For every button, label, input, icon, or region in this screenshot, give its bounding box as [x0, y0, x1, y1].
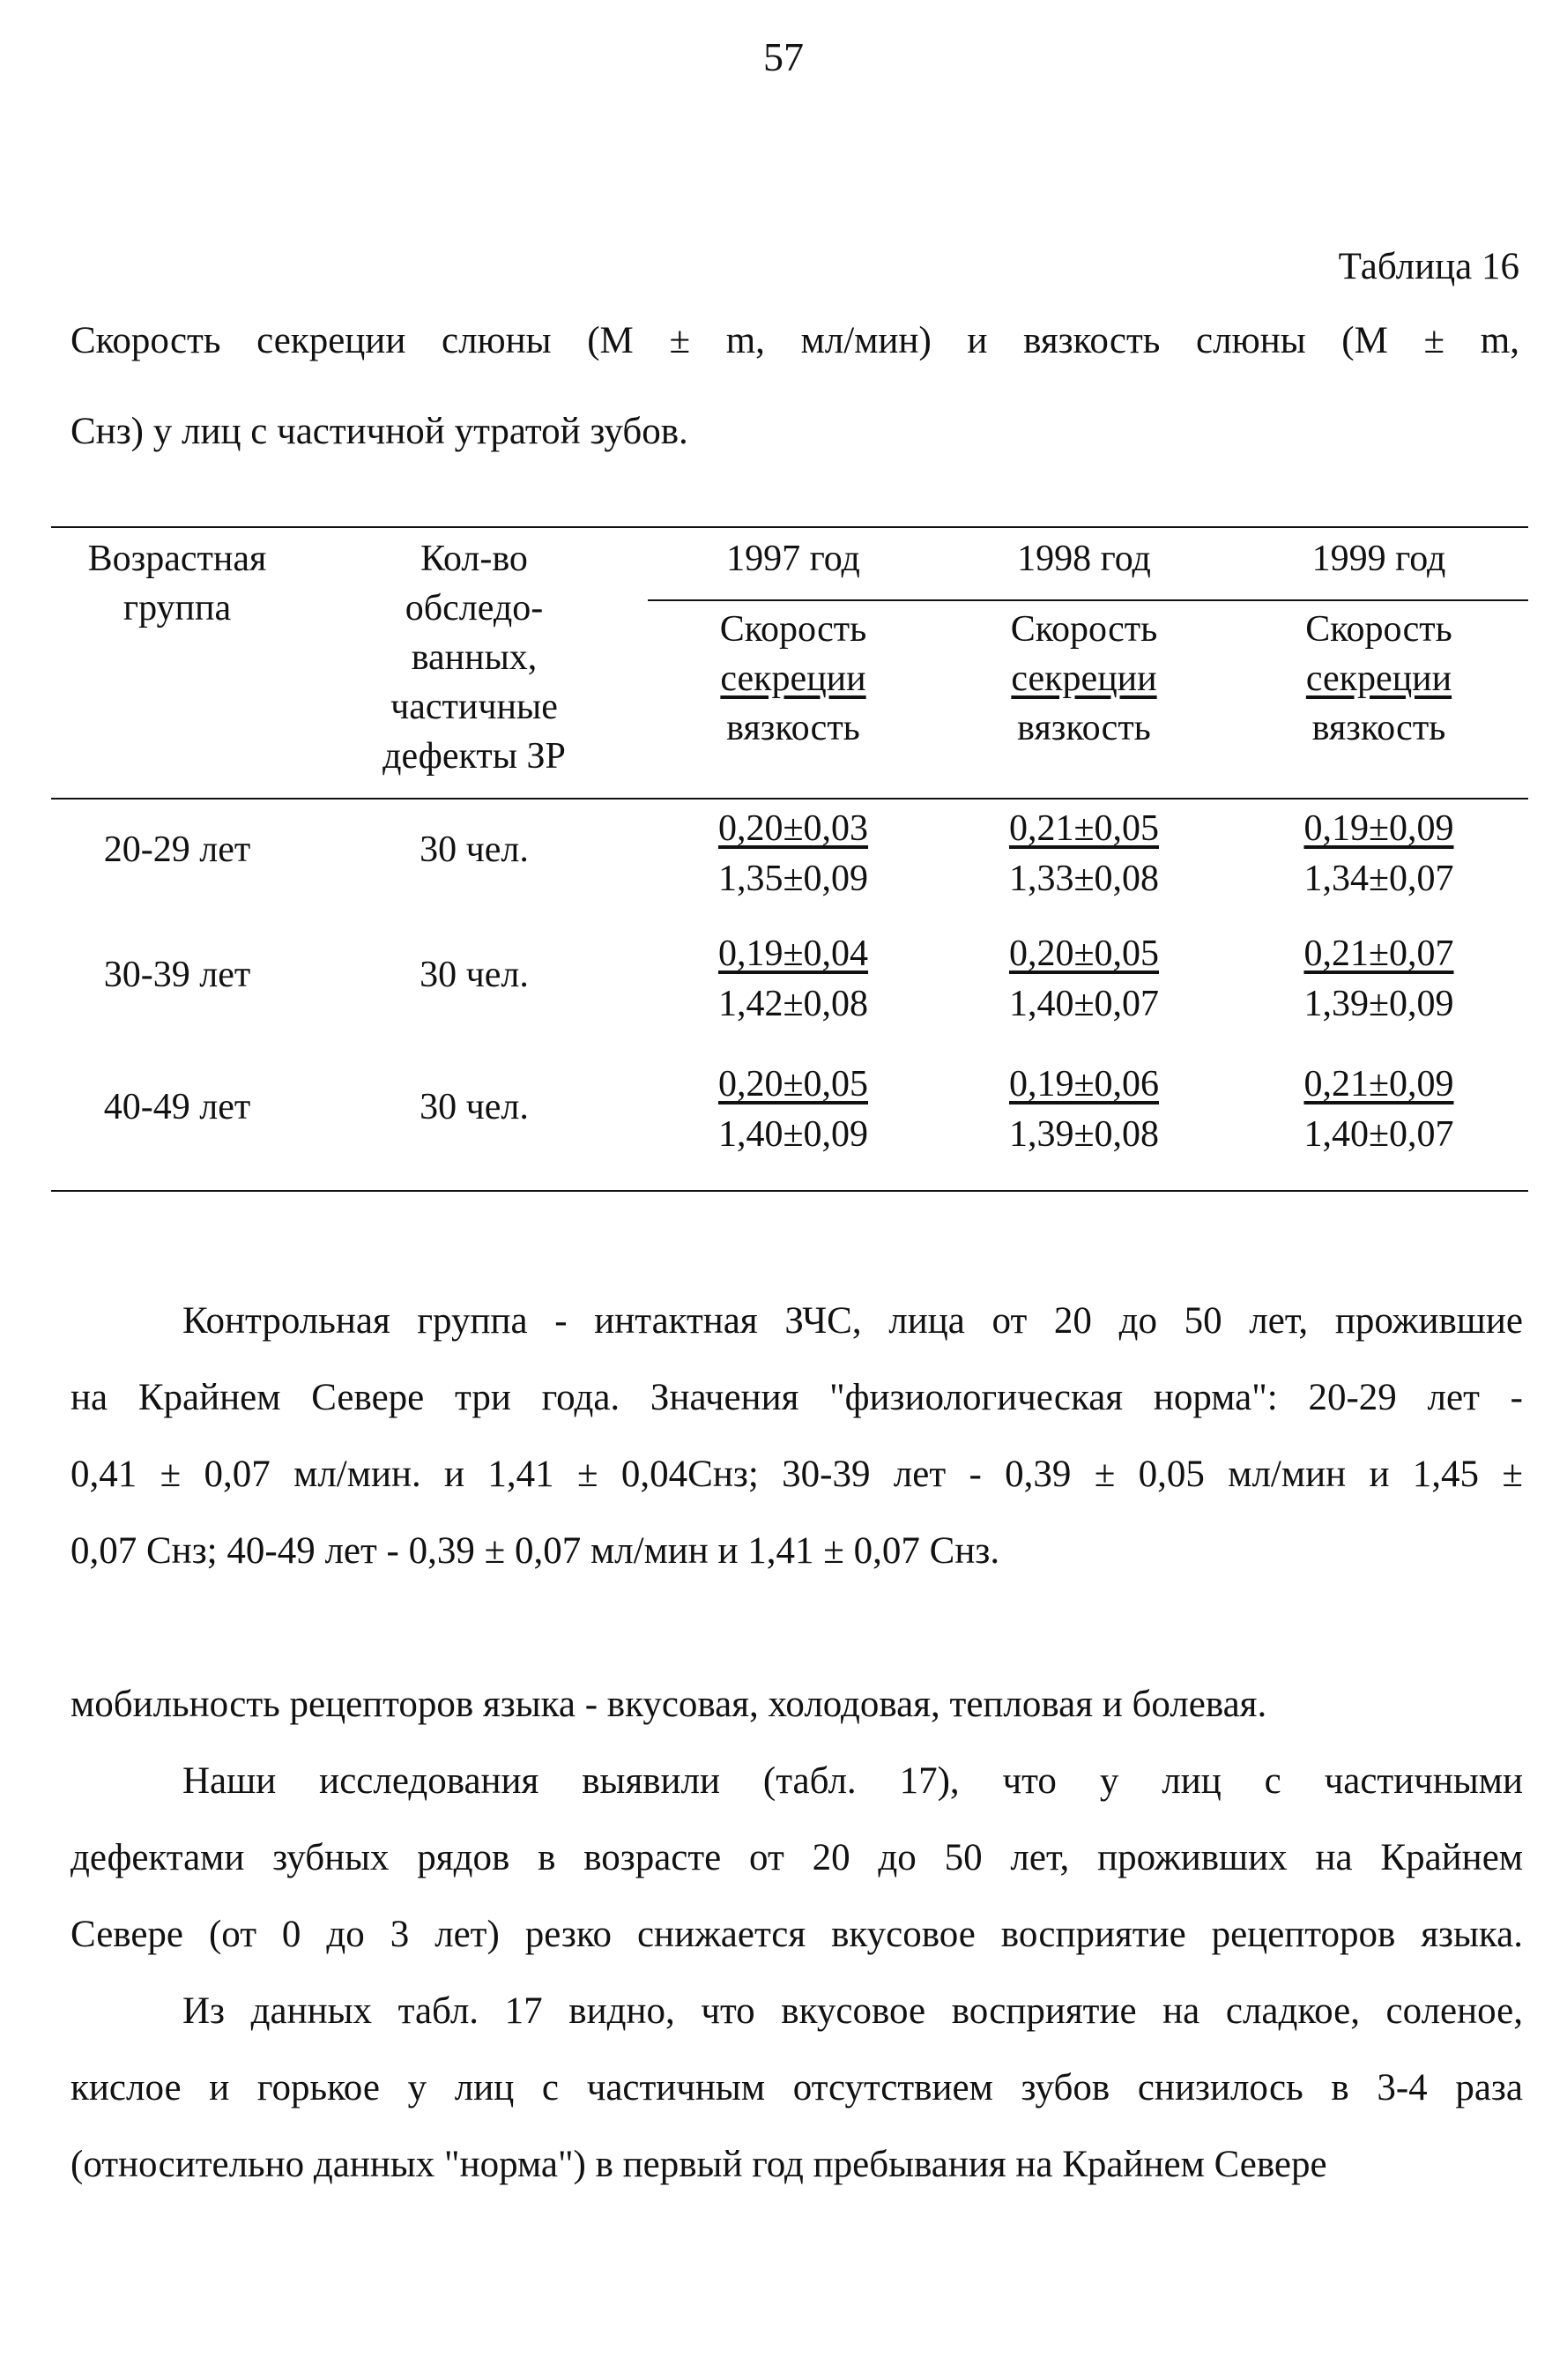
body-line: (относительно данных "норма") в первый год пребывания на Крайнем Севере: [71, 2144, 1327, 2185]
body-text: [71, 1666, 1523, 2203]
row-1-cell-1998: 0,21±0,05 1,33±0,08: [1008, 808, 1160, 899]
row-2-cell-1998: 0,20±0,05 1,40±0,07: [1008, 933, 1160, 1024]
note-line: Контрольная группа - интактная ЗЧС, лица от 20 до 50 лет, прожившие: [182, 1300, 1523, 1342]
table-caption-line-2: Снз) у лиц с частичной утратой зубов.: [71, 411, 688, 452]
row-3-cell-1999: 0,21±0,09 1,40±0,07: [1303, 1064, 1454, 1155]
subheader-1998: Скорость секреции вязкость: [1010, 609, 1158, 748]
row-1-count: 30 чел.: [420, 829, 529, 870]
header-age-group: Возрастная группа: [87, 539, 267, 628]
header-year-1999: 1999 год: [1311, 539, 1446, 579]
body-line: Из данных табл. 17 видно, что вкусовое восприятие на сладкое, соленое,: [182, 1990, 1523, 2032]
body-line: Севере (от 0 до 3 лет) резко снижается вкусовое восприятие рецепторов языка.: [71, 1914, 1523, 1955]
subheader-1997: Скорость секреции вязкость: [719, 609, 867, 748]
note-line: 0,07 Снз; 40-49 лет - 0,39 ± 0,07 мл/мин и 1,41 ± 0,07 Снз.: [71, 1530, 1000, 1572]
row-2-age: 30-39 лет: [103, 955, 251, 995]
body-line: Наши исследования выявили (табл. 17), что у лиц с частичными: [182, 1760, 1523, 1802]
table-year-rule: [648, 599, 1528, 601]
header-year-1998: 1998 год: [1017, 539, 1151, 579]
note-line: 0,41 ± 0,07 мл/мин. и 1,41 ± 0,04Снз; 30-39 лет - 0,39 ± 0,05 мл/мин и 1,45 ±: [71, 1454, 1523, 1495]
body-line: мобильность рецепторов языка - вкусовая, холодовая, тепловая и болевая.: [71, 1684, 1267, 1725]
row-2-cell-1999: 0,21±0,07 1,39±0,09: [1303, 933, 1454, 1024]
header-year-1997: 1997 год: [726, 539, 860, 579]
row-3-cell-1998: 0,19±0,06 1,39±0,08: [1008, 1064, 1160, 1155]
body-line: дефектами зубных рядов в возрасте от 20 до 50 лет, проживших на Крайнем: [71, 1837, 1523, 1878]
table-caption-line-1: Скорость секреции слюны (М ± m, мл/мин) и вязкость слюны (М ± m,: [71, 320, 1519, 361]
row-1-cell-1999: 0,19±0,09 1,34±0,07: [1303, 808, 1454, 899]
table-bottom-rule: [51, 1190, 1528, 1192]
table-note: [71, 1283, 1523, 1589]
row-1-age: 20-29 лет: [103, 829, 251, 870]
page-number: 57: [763, 34, 804, 79]
row-2-cell-1997: 0,19±0,04 1,42±0,08: [717, 933, 869, 1024]
table-label: Таблица 16: [1338, 246, 1519, 287]
row-3-count: 30 чел.: [420, 1087, 529, 1127]
row-1-cell-1997: 0,20±0,03 1,35±0,09: [717, 808, 869, 899]
table-top-rule: [51, 526, 1528, 528]
table-header-rule: [51, 798, 1528, 800]
subheader-1999: Скорость секреции вязкость: [1305, 609, 1452, 748]
row-3-age: 40-49 лет: [103, 1087, 251, 1127]
note-line: на Крайнем Севере три года. Значения "физиологическая норма": 20-29 лет -: [71, 1377, 1523, 1418]
row-2-count: 30 чел.: [420, 955, 529, 995]
row-3-cell-1997: 0,20±0,05 1,40±0,09: [717, 1064, 869, 1155]
body-line: кислое и горькое у лиц с частичным отсутствием зубов снизилось в 3-4 раза: [71, 2067, 1523, 2109]
header-count: Кол-во обследо- ванных, частичные дефекты ЗР: [382, 539, 566, 777]
